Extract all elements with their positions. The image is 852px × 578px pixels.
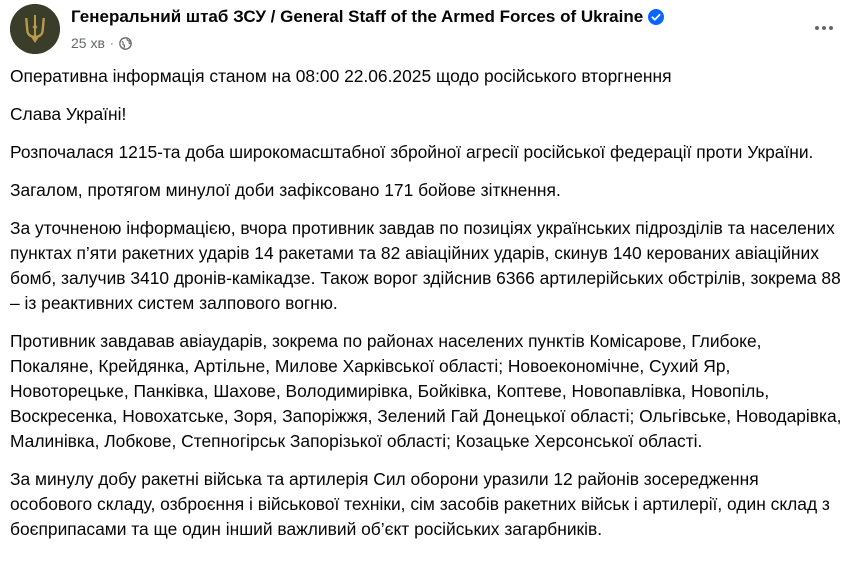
post-header — [0, 0, 852, 60]
meta-separator: · — [109, 36, 114, 50]
author-line — [71, 5, 664, 29]
post-paragraph-greeting: Слава Україні! — [10, 104, 127, 124]
post-paragraph-defense-results: За минулу добу ракетні війська та артилерія Сил оборони уразили 12 районів зосередження особового складу, озброєння і військової техніки, сім засобів ракетних військ і артилерії, один склад з боєприпасами та ще один інший важливий об’єкт російських загарбників. — [10, 469, 830, 539]
verified-badge-icon — [648, 9, 664, 25]
post-paragraph-strikes: За уточненою інформацією, вчора противник завдав по позиціях українських підрозділів та населених пунктах п’яти ракетних ударів 14 ракетами та 82 авіаційних ударів, скинув 140 керованих авіаційних бомб, залучив 3410 дронів-камікадзе. Також ворог здійснив 6366 артилерійських обстрілів, зокрема 88 – із реактивних систем залпового вогню. — [10, 218, 841, 313]
trident-emblem-icon — [10, 4, 60, 54]
author-avatar[interactable] — [10, 4, 60, 54]
post-time[interactable]: 25 хв — [71, 35, 105, 51]
post-paragraph-heading: Оперативна інформація станом на 08:00 22.06.2025 щодо російського вторгнення — [10, 66, 672, 86]
post-meta — [71, 33, 132, 53]
globe-icon[interactable] — [119, 37, 132, 50]
post-paragraph-day-count: Розпочалася 1215-та доба широкомасштабної збройної агресії російської федерації проти України. — [10, 142, 814, 162]
post-paragraph-clashes: Загалом, протягом минулої доби зафіксовано 171 бойове зіткнення. — [10, 180, 561, 200]
post-body — [10, 64, 844, 555]
author-name[interactable]: Генеральний штаб ЗСУ / General Staff of the Armed Forces of Ukraine — [71, 7, 644, 26]
post-paragraph-airstrikes: Противник завдавав авіаударів, зокрема по районах населених пунктів Комісарове, Глибоке, Покаляне, Крейдянка, Артільне, Милове Харківської області; Новоекономічне, Сухий Яр, Новоторецьке, Панківка, Шахове, Володимирівка, Бойківка, Коптеве, Новопавлівка, Новопіль, Воскресенка, Новохатське, Зоря, Запоріжжя, Зелений Гай Донецької області; Ольгівське, Новодарівка, Малинівка, Лобкове, Степногірськ Запорізької області; Козацьке Херсонської області. — [10, 331, 842, 451]
more-options-button[interactable] — [806, 10, 842, 46]
more-options-icon — [814, 25, 834, 31]
